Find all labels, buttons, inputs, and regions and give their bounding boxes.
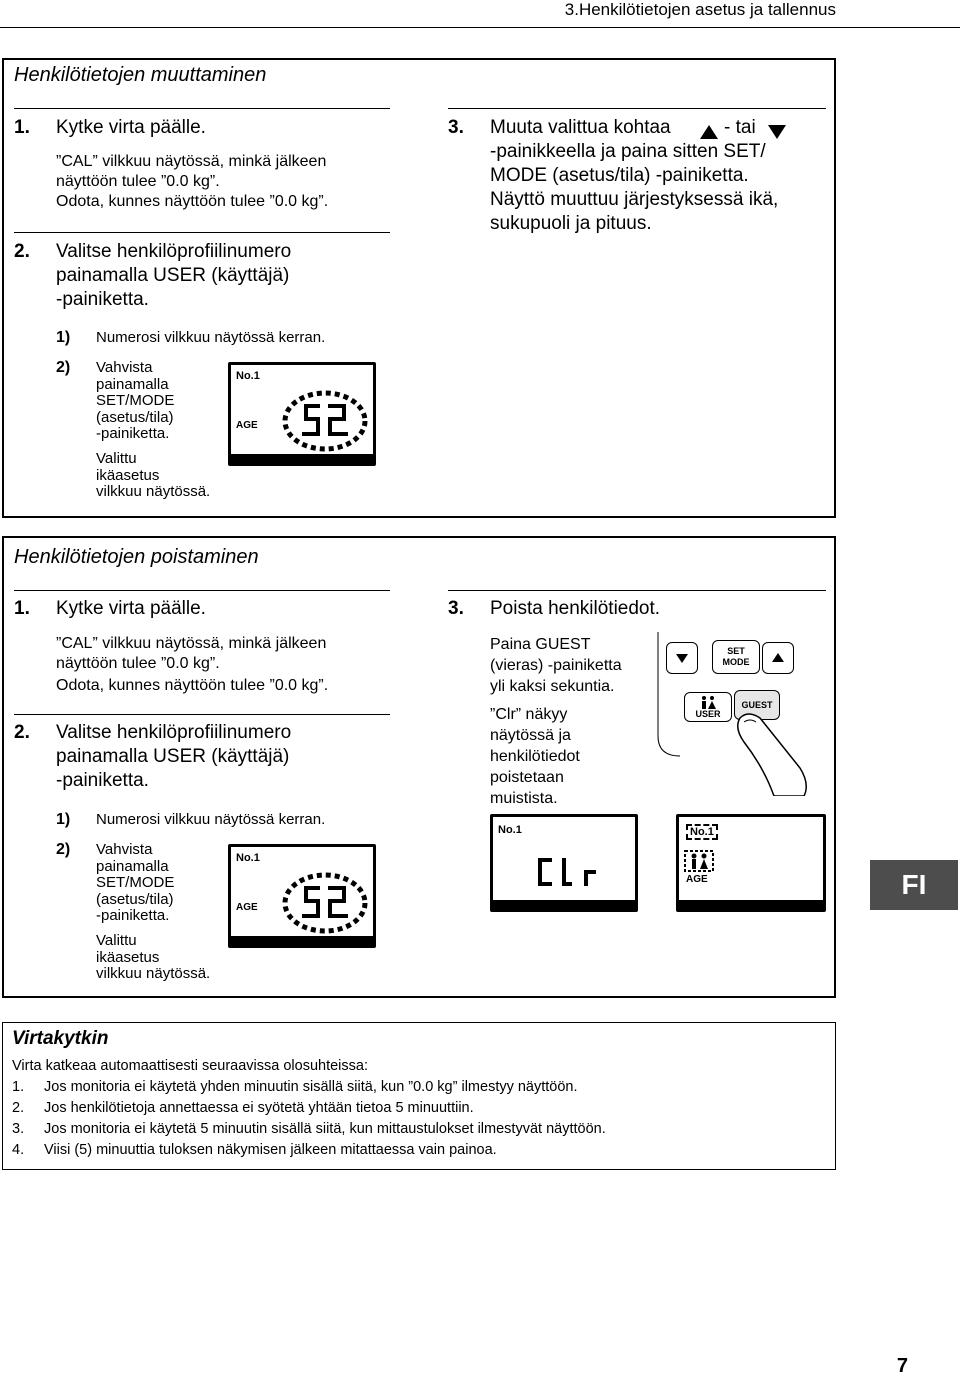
lcd-profile-display <box>676 814 826 912</box>
substep-number: 1) <box>56 329 71 346</box>
item-text: Jos henkilötietoja annettaessa ei syötetä yhtään tietoa 5 minuuttiin. <box>44 1100 474 1116</box>
step-number: 3. <box>448 117 464 138</box>
step-divider <box>14 232 390 233</box>
instruction-line: (vieras) -painiketta <box>490 657 622 674</box>
step-text: -painiketta. <box>56 770 149 791</box>
substep-text: (asetus/tila) <box>96 408 174 426</box>
age-label: AGE <box>686 874 708 885</box>
step-divider <box>448 108 826 109</box>
lcd-display <box>228 844 376 948</box>
instruction-line: poistetaan <box>490 769 564 786</box>
instruction-line: ”Clr” näkyy <box>490 706 568 723</box>
step-text: Valitse henkilöprofiilinumero <box>56 722 292 743</box>
set-label: SET <box>727 646 745 656</box>
step-note: näyttöön tulee ”0.0 kg”. <box>56 655 220 672</box>
substep-text: (asetus/tila) <box>96 890 174 908</box>
blinking-digits-52 <box>280 388 370 454</box>
power-switch-item <box>12 1121 606 1137</box>
user-icon <box>697 695 719 709</box>
substep-text: vilkkuu näytössä. <box>96 965 211 982</box>
step-text: -painikkeella ja paina sitten SET/ <box>490 141 766 162</box>
substep-number: 2) <box>56 359 71 376</box>
clr-digits <box>534 852 610 896</box>
step-2 <box>14 721 394 793</box>
step-divider <box>14 108 390 109</box>
step-text: painamalla USER (käyttäjä) <box>56 746 290 767</box>
power-switch-item <box>12 1142 497 1158</box>
item-text: Jos monitoria ei käytetä 5 minuutin sisällä siitä, kun mittaustulokset ilmestyvät näyttöön. <box>44 1121 606 1137</box>
button-panel-illustration <box>650 626 820 796</box>
profile-number-label: No.1 <box>498 824 522 836</box>
section-change-title: Henkilötietojen muuttaminen <box>14 64 267 86</box>
power-switch-item <box>12 1100 474 1116</box>
power-switch-title: Virtakytkin <box>12 1028 109 1049</box>
step-number: 2. <box>14 722 30 743</box>
substep-text: SET/MODE <box>96 392 175 409</box>
substep-text: -painiketta. <box>96 425 170 442</box>
user-label: USER <box>695 709 721 719</box>
step-note: Odota, kunnes näyttöön tulee ”0.0 kg”. <box>56 193 329 210</box>
user-button[interactable] <box>684 692 732 722</box>
item-number: 4. <box>12 1142 25 1158</box>
step-text: sukupuoli ja pituus. <box>490 213 652 234</box>
instruction-line: muistista. <box>490 790 558 807</box>
step-note: ”CAL” vilkkuu näytössä, minkä jälkeen <box>56 635 327 652</box>
substep-text: Numerosi vilkkuu näytössä kerran. <box>96 811 326 828</box>
step-1 <box>14 116 394 140</box>
header-title: 3.Henkilötietojen asetus ja tallennus <box>564 0 836 19</box>
substep-text: Numerosi vilkkuu näytössä kerran. <box>96 329 326 346</box>
gender-icon <box>684 850 714 872</box>
step-3 <box>448 116 828 240</box>
step-note: ”CAL” vilkkuu näytössä, minkä jälkeen <box>56 153 327 170</box>
header-divider <box>0 27 960 28</box>
step-1 <box>14 597 394 621</box>
step-text: - tai <box>724 117 756 138</box>
pressing-finger-icon <box>734 708 820 796</box>
substep-text: Valittu <box>96 450 137 467</box>
age-label: AGE <box>236 902 258 913</box>
power-switch-item <box>12 1079 578 1095</box>
profile-number-label: No.1 <box>686 824 718 840</box>
lcd-display <box>228 362 376 466</box>
profile-number-label: No.1 <box>236 370 260 382</box>
step-text: painamalla USER (käyttäjä) <box>56 265 290 286</box>
step-3 <box>448 597 828 621</box>
substep-text: vilkkuu näytössä. <box>96 483 211 500</box>
item-text: Jos monitoria ei käytetä yhden minuutin sisällä siitä, kun ”0.0 kg” ilmestyy näyttöön. <box>44 1079 578 1095</box>
mode-label: MODE <box>722 657 750 667</box>
profile-number-label: No.1 <box>236 852 260 864</box>
power-switch-intro: Virta katkeaa automaattisesti seuraavissa olosuhteissa: <box>12 1058 368 1074</box>
set-mode-button[interactable] <box>712 640 760 674</box>
section-delete-title: Henkilötietojen poistaminen <box>14 546 259 568</box>
step-number: 1. <box>14 117 30 138</box>
clr-instruction <box>490 704 580 809</box>
guest-instruction <box>490 634 622 697</box>
instruction-line: henkilötiedot <box>490 748 580 765</box>
instruction-line: näytössä ja <box>490 727 571 744</box>
substep-text: Vahvista <box>96 841 153 858</box>
step-divider <box>448 590 826 591</box>
item-text: Viisi (5) minuuttia tuloksen näkymisen jälkeen mitattaessa vain painoa. <box>44 1142 497 1158</box>
triangle-down-icon <box>768 122 786 146</box>
page-number: 7 <box>896 1355 908 1377</box>
instruction-line: yli kaksi sekuntia. <box>490 678 615 695</box>
blinking-digits-52 <box>280 870 370 936</box>
item-number: 1. <box>12 1079 25 1095</box>
up-button[interactable] <box>762 642 794 674</box>
step-note: näyttöön tulee ”0.0 kg”. <box>56 173 220 190</box>
step-text: Muuta valittua kohtaa <box>490 117 671 138</box>
down-button[interactable] <box>666 642 698 674</box>
step-divider <box>14 590 390 591</box>
instruction-line: Paina GUEST <box>490 636 591 653</box>
step-text: Kytke virta päälle. <box>56 598 206 619</box>
substep-1 <box>56 330 396 350</box>
step-text: -painiketta. <box>56 289 149 310</box>
step-text: Näyttö muuttuu järjestyksessä ikä, <box>490 189 779 210</box>
step-number: 1. <box>14 598 30 619</box>
age-label: AGE <box>236 420 258 431</box>
step-2 <box>14 240 394 312</box>
step-divider <box>14 714 390 715</box>
substep-text: painamalla <box>96 375 169 393</box>
item-number: 3. <box>12 1121 25 1137</box>
step-note: Odota, kunnes näyttöön tulee ”0.0 kg”. <box>56 677 329 694</box>
guest-label: GUEST <box>741 700 773 710</box>
item-number: 2. <box>12 1100 25 1116</box>
substep-number: 1) <box>56 811 71 828</box>
step-text: Kytke virta päälle. <box>56 117 206 138</box>
language-tab: FI <box>870 860 958 910</box>
substep-2 <box>56 842 226 982</box>
substep-text: painamalla <box>96 857 169 875</box>
step-text: MODE (asetus/tila) -painiketta. <box>490 165 749 186</box>
substep-1 <box>56 812 396 832</box>
substep-number: 2) <box>56 841 71 858</box>
substep-text: ikäasetus <box>96 466 160 484</box>
substep-text: Vahvista <box>96 359 153 376</box>
step-number: 3. <box>448 598 464 619</box>
step-text: Poista henkilötiedot. <box>490 598 661 619</box>
step-number: 2. <box>14 241 30 262</box>
substep-text: -painiketta. <box>96 907 170 924</box>
substep-text: Valittu <box>96 932 137 949</box>
step-text: Valitse henkilöprofiilinumero <box>56 241 292 262</box>
substep-text: SET/MODE <box>96 874 175 891</box>
substep-2 <box>56 360 226 500</box>
substep-text: ikäasetus <box>96 948 160 966</box>
lcd-clr-display <box>490 814 638 912</box>
